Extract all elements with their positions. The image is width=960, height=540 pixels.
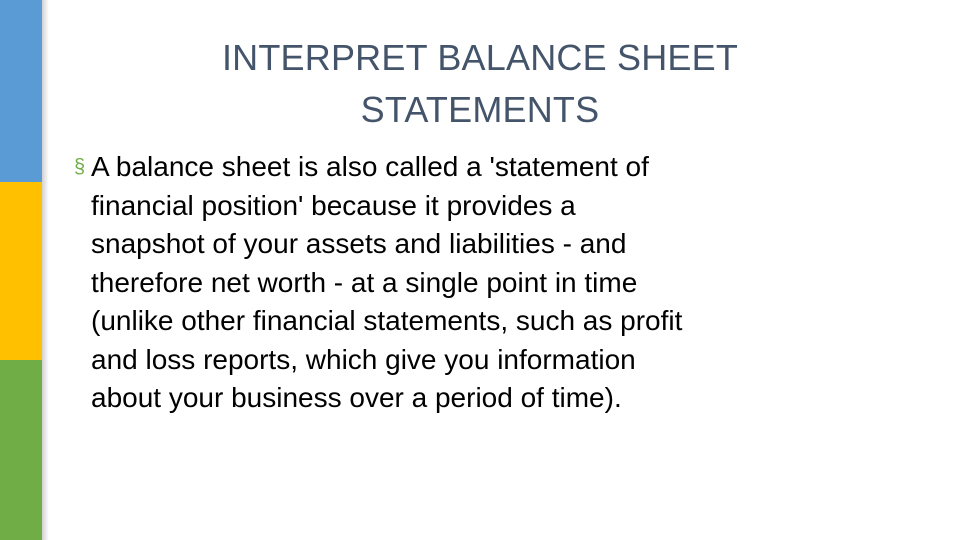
accent-bar-blue bbox=[0, 0, 42, 182]
accent-bar-green bbox=[0, 360, 42, 540]
accent-bar-yellow bbox=[0, 182, 42, 360]
square-bullet-icon: § bbox=[74, 156, 86, 178]
bullet-text: A balance sheet is also called a 'statement of financial position' because it provides a snapshot of your assets and liabilities - and therefore net worth - at a single point in time (unlike other financial statements, such as profit and loss reports, which give you information about your business over a period of time). bbox=[91, 151, 683, 413]
accent-bar-shadow bbox=[42, 0, 49, 540]
slide-body bbox=[74, 148, 894, 418]
slide-title: INTERPRET BALANCE SHEET STATEMENTS bbox=[221, 37, 739, 130]
bullet-item bbox=[74, 148, 894, 418]
